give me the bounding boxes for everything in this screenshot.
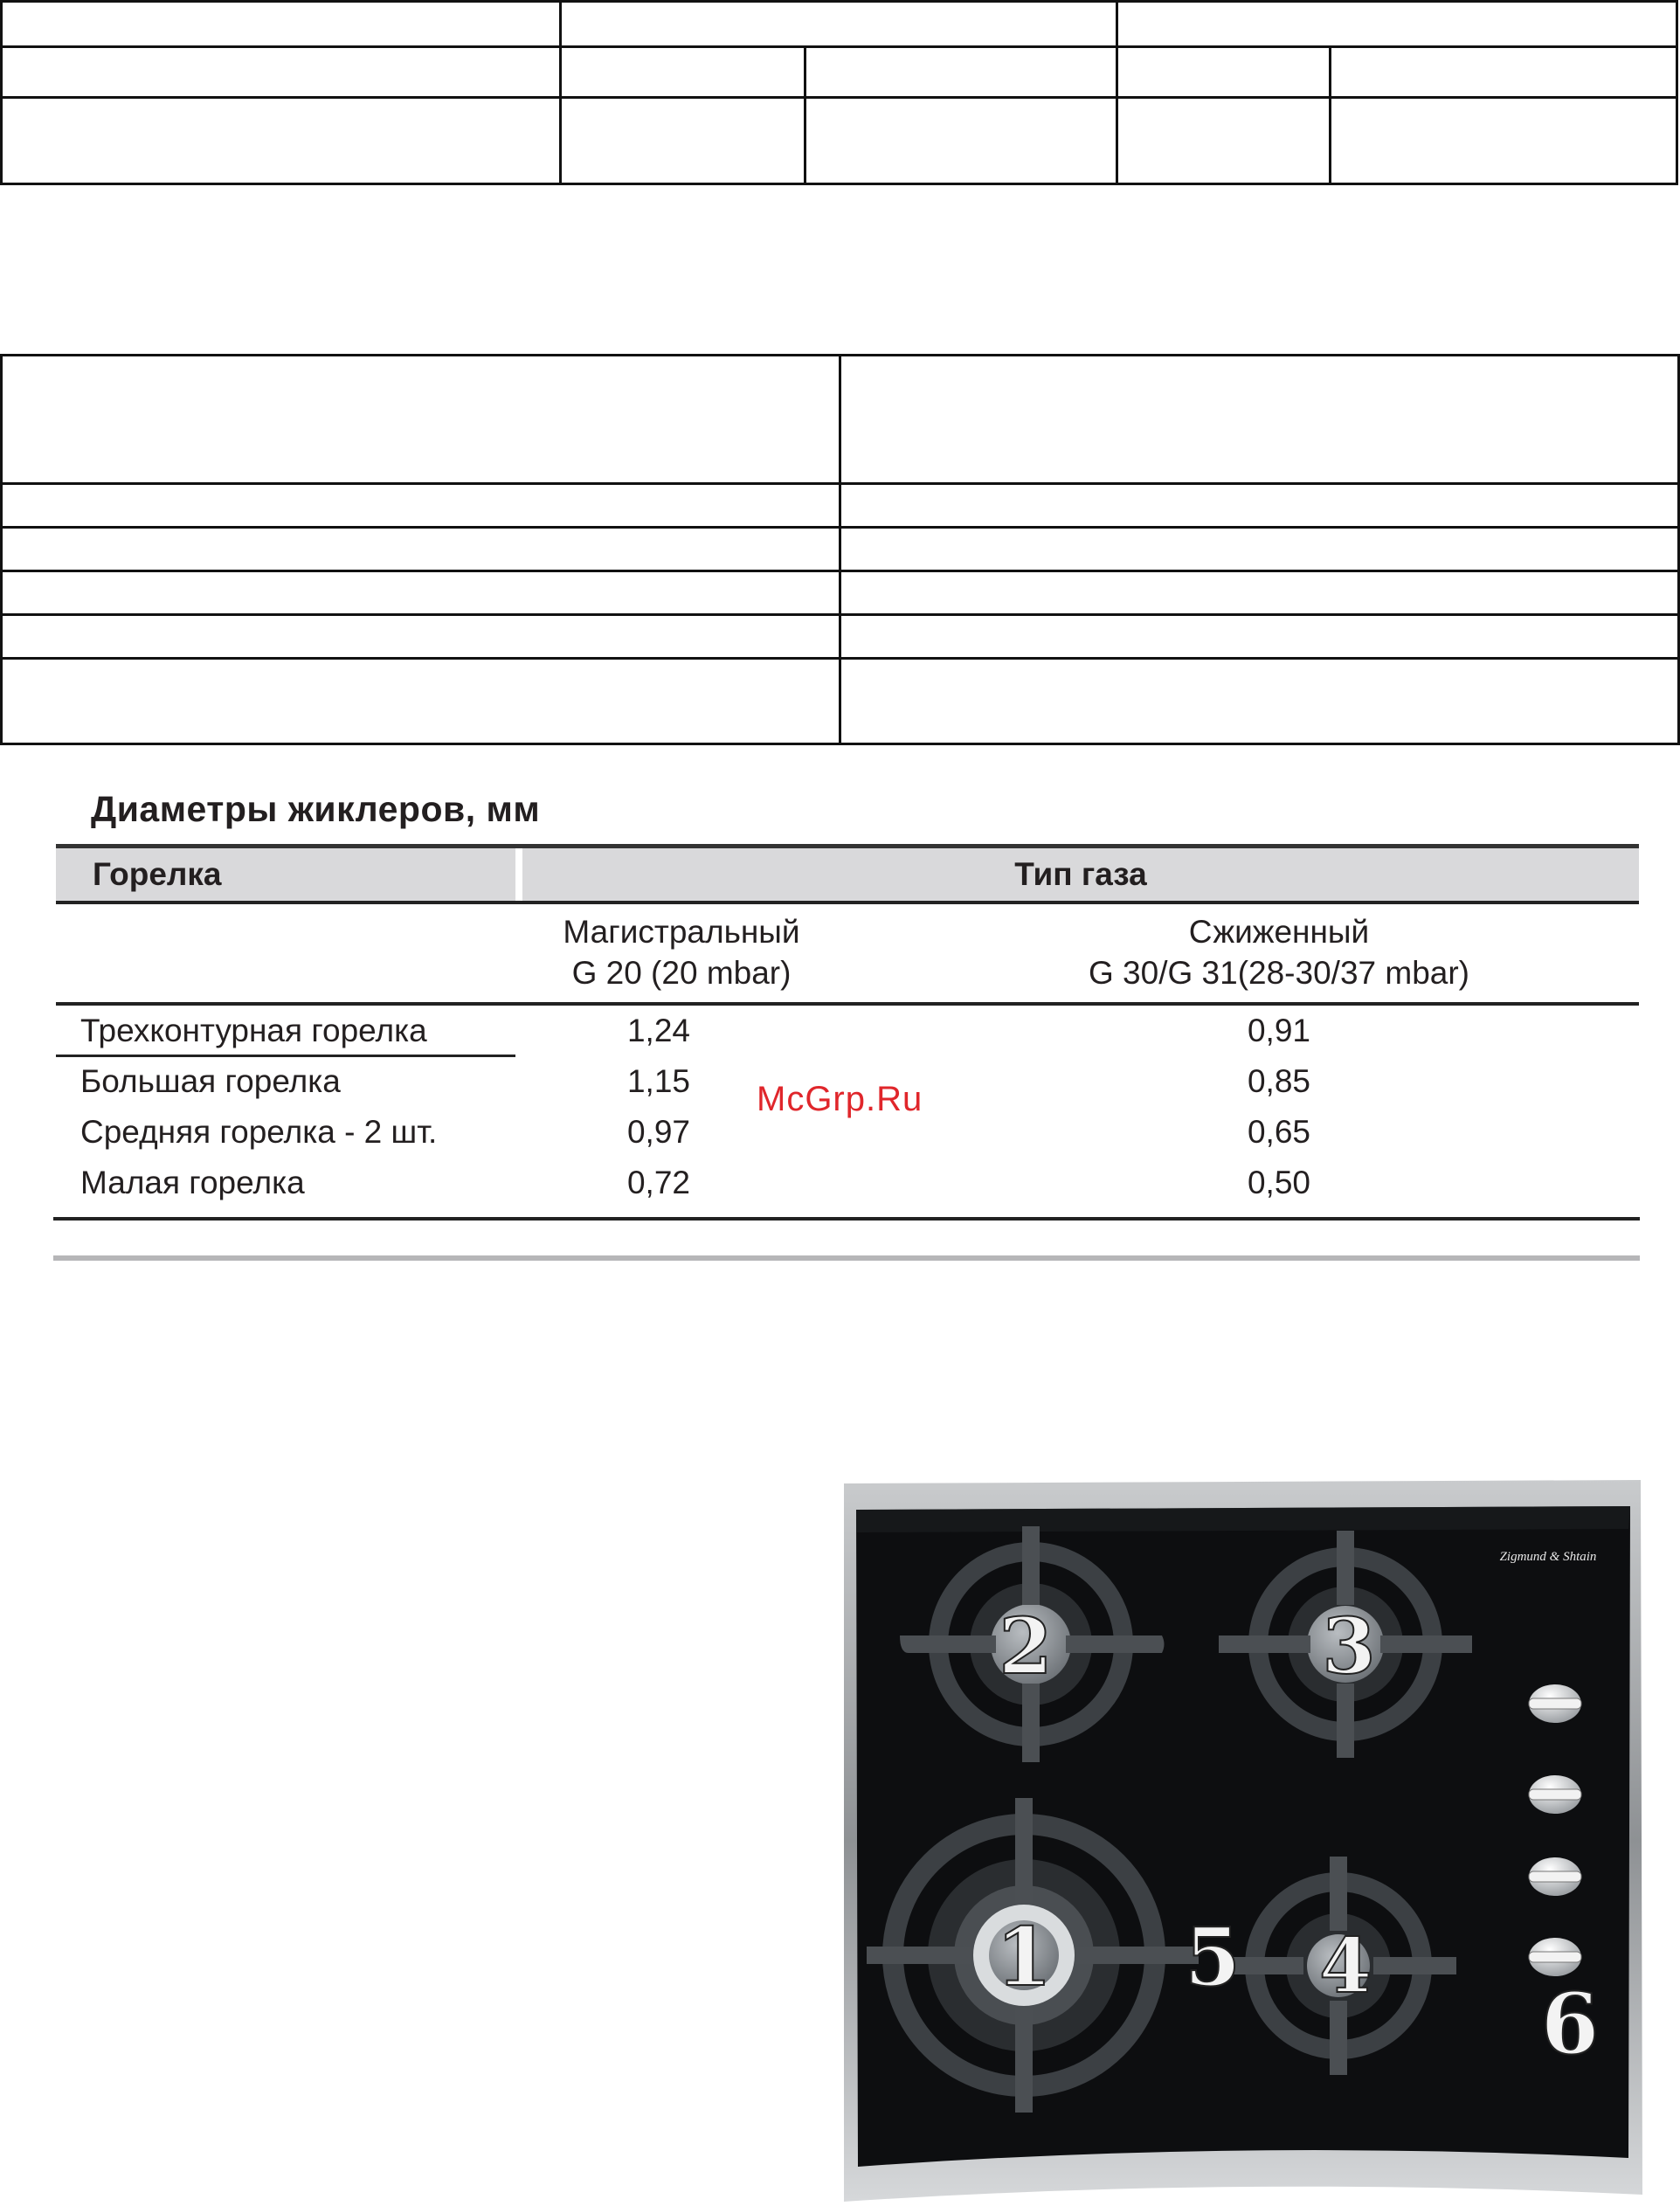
row-burner-name: Большая горелка bbox=[80, 1063, 341, 1099]
burner-label-1: 1 bbox=[995, 1910, 1053, 2004]
watermark: McGrp.Ru bbox=[757, 1080, 923, 1118]
jet-diameter-table bbox=[56, 844, 1639, 1261]
table-header-row bbox=[56, 848, 1639, 904]
header-burner: Горелка bbox=[93, 856, 222, 892]
subheader-main-gas-spec: G 20 (20 mbar) bbox=[571, 955, 792, 991]
subheader-main-gas-name: Магистральный bbox=[563, 914, 800, 950]
subheader-lpg bbox=[930, 911, 1628, 993]
row-g20-value: 0,97 bbox=[626, 1114, 690, 1150]
row-g20-value: 1,24 bbox=[626, 1013, 690, 1048]
table-bottom-rule bbox=[53, 1217, 1640, 1221]
row-burner-name: Малая горелка bbox=[80, 1165, 305, 1200]
callout-5: 5 bbox=[1184, 1910, 1241, 2004]
burner-label-3: 3 bbox=[1322, 1601, 1376, 1691]
empty-table-middle bbox=[0, 354, 1680, 745]
table-row bbox=[56, 1006, 1639, 1056]
subheader-lpg-name: Сжиженный bbox=[1188, 914, 1370, 950]
row-g30-value: 0,65 bbox=[1247, 1114, 1310, 1150]
header-gas-type: Тип газа bbox=[1014, 856, 1147, 892]
row-burner-name: Средняя горелка - 2 шт. bbox=[80, 1114, 438, 1150]
row-g30-value: 0,50 bbox=[1247, 1165, 1310, 1200]
burner-label-4: 4 bbox=[1319, 1922, 1372, 2010]
row-g30-value: 0,91 bbox=[1247, 1013, 1310, 1048]
hob-photo bbox=[840, 1476, 1644, 2206]
row-burner-name: Трехконтурная горелка bbox=[80, 1013, 427, 1048]
empty-table-top bbox=[0, 0, 1678, 185]
row-g30-value: 0,85 bbox=[1247, 1063, 1310, 1099]
table-subheader-row bbox=[56, 904, 1639, 1006]
section-title: Диаметры жиклеров, мм bbox=[91, 789, 541, 829]
row-g20-value: 1,15 bbox=[626, 1063, 690, 1099]
callout-6: 6 bbox=[1540, 1974, 1600, 2073]
subheader-main-gas bbox=[515, 911, 847, 993]
brand-logo: Zigmund & Shtain bbox=[1499, 1550, 1597, 1564]
table-grey-rule bbox=[53, 1255, 1640, 1261]
row-g20-value: 0,72 bbox=[626, 1165, 690, 1200]
header-separator bbox=[515, 848, 522, 901]
burner-label-2: 2 bbox=[999, 1601, 1053, 1691]
table-row bbox=[56, 1158, 1639, 1212]
subheader-lpg-spec: G 30/G 31(28-30/37 mbar) bbox=[1089, 955, 1469, 991]
